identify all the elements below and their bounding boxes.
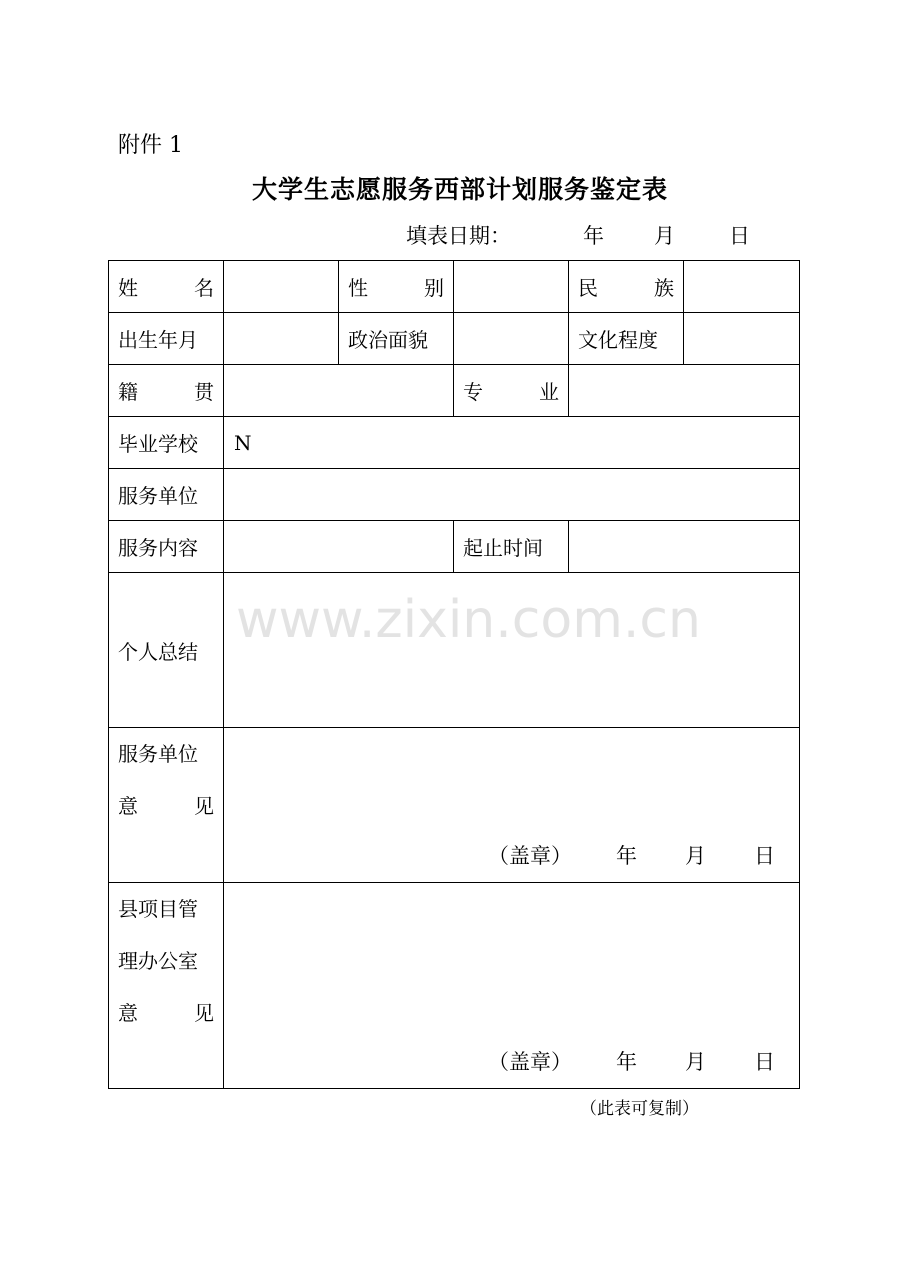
county-opinion-field[interactable] — [224, 883, 800, 1089]
fill-date — [406, 220, 750, 250]
table-row — [109, 573, 800, 728]
native-label-cell: 籍 贯 — [109, 365, 224, 417]
school-field[interactable] — [224, 417, 800, 469]
period-field[interactable] — [569, 521, 800, 573]
table-row — [109, 417, 800, 469]
education-label: 文化程度 — [569, 313, 684, 365]
service-content-label: 服务内容 — [109, 521, 224, 573]
ethnicity-field[interactable] — [684, 261, 800, 313]
service-unit-label: 服务单位 — [109, 469, 224, 521]
fill-date-day: 日 — [729, 224, 750, 248]
political-field[interactable] — [454, 313, 569, 365]
unit-seal-line: （盖章） 年 月 日 — [488, 844, 775, 868]
name-field[interactable] — [224, 261, 339, 313]
unit-opinion-label: 服务单位 意 见 — [109, 728, 224, 883]
table-row — [109, 728, 800, 883]
table-row — [109, 521, 800, 573]
copy-note: （此表可复制） — [580, 1099, 699, 1119]
major-label-cell: 专 业 — [454, 365, 569, 417]
fill-date-year: 年 — [583, 224, 604, 248]
appraisal-form-table — [108, 260, 800, 1089]
table-row — [109, 313, 800, 365]
major-field[interactable] — [569, 365, 800, 417]
attachment-label: 附件 1 — [118, 133, 183, 158]
watermark: www.zixin.com.cn — [236, 590, 701, 650]
political-label: 政治面貌 — [339, 313, 454, 365]
table-row — [109, 261, 800, 313]
summary-label: 个人总结 — [109, 573, 224, 728]
gender-field[interactable] — [454, 261, 569, 313]
unit-opinion-field[interactable] — [224, 728, 800, 883]
period-label: 起止时间 — [454, 521, 569, 573]
page-title: 大学生志愿服务西部计划服务鉴定表 — [251, 175, 668, 204]
county-opinion-label: 县项目管 理办公室 意 见 — [109, 883, 224, 1089]
fill-date-month: 月 — [654, 224, 675, 248]
table-row — [109, 365, 800, 417]
gender-label-cell: 性 别 — [339, 261, 454, 313]
birth-label: 出生年月 — [109, 313, 224, 365]
county-seal-line: （盖章） 年 月 日 — [488, 1050, 775, 1074]
school-label: 毕业学校 — [109, 417, 224, 469]
table-row — [109, 469, 800, 521]
ethnicity-label-cell: 民 族 — [569, 261, 684, 313]
school-value: N — [234, 430, 252, 455]
native-field[interactable] — [224, 365, 454, 417]
summary-field[interactable] — [224, 573, 800, 728]
table-row — [109, 883, 800, 1089]
birth-field[interactable] — [224, 313, 339, 365]
education-field[interactable] — [684, 313, 800, 365]
service-unit-field[interactable] — [224, 469, 800, 521]
service-content-field[interactable] — [224, 521, 454, 573]
name-label-cell: 姓 名 — [109, 261, 224, 313]
fill-date-label: 填表日期： — [406, 224, 511, 248]
